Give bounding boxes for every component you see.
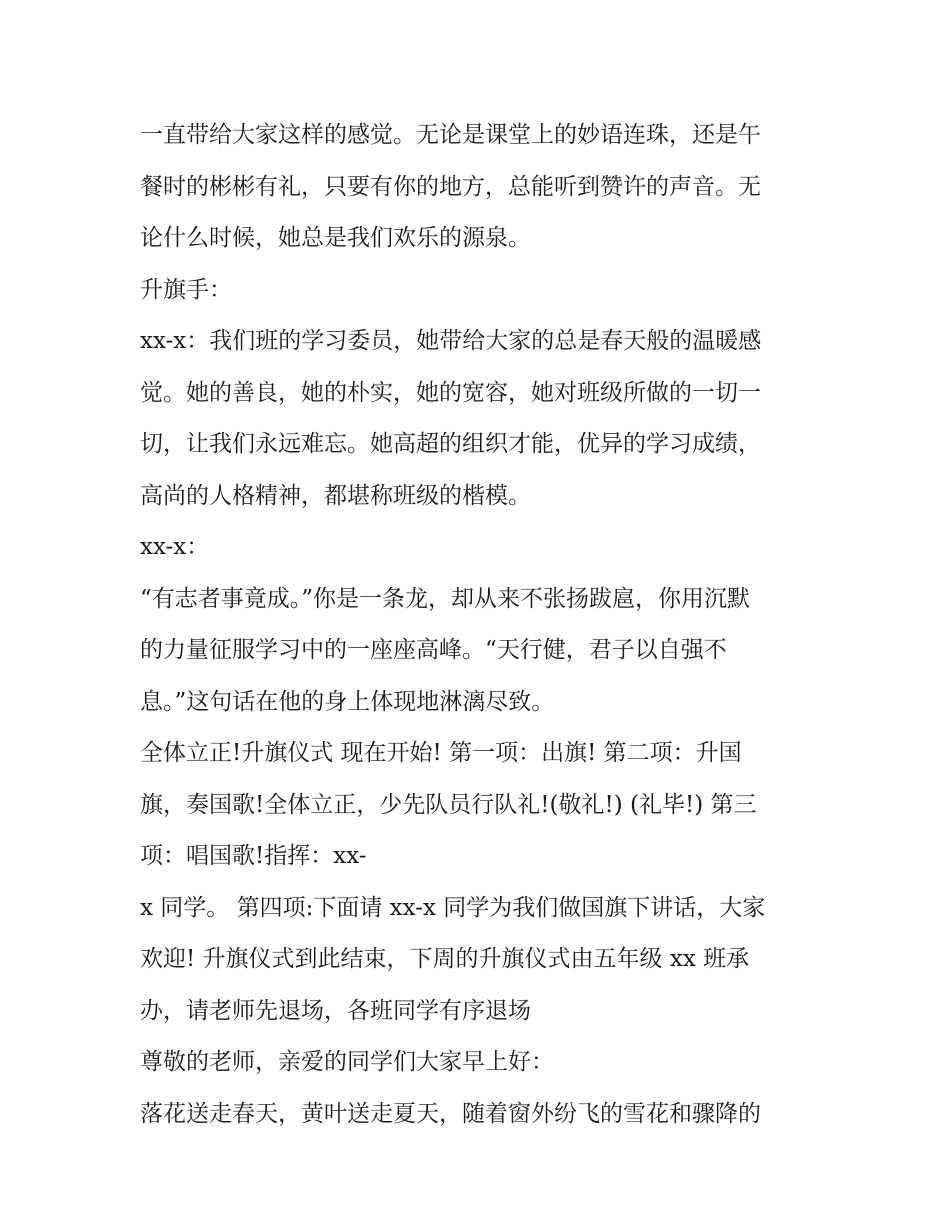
text-line: xx-x： xyxy=(140,534,210,560)
text-line: 的力量征服学习中的一座座高峰。“天行健，君子以自强不 xyxy=(140,637,727,663)
text-line: 旗，奏国歌!全体立正，少先队员行队礼!(敬礼!) (礼毕!) 第三 xyxy=(140,791,757,818)
text-line: 息。”这句话在他的身上体现地淋漓尽致。 xyxy=(140,688,555,715)
text-line: 觉。她的善良，她的朴实，她的宽容，她对班级所做的一切一 xyxy=(140,379,761,406)
text-line: 高尚的人格精神，都堪称班级的楷模。 xyxy=(140,482,531,509)
text-line: 尊敬的老师，亲爱的同学们大家早上好： xyxy=(140,1049,554,1075)
text-line: 论什么时候，她总是我们欢乐的源泉。 xyxy=(140,225,531,251)
text-line: 全体立正!升旗仪式 现在开始! 第一项：出旗! 第二项：升国 xyxy=(140,740,742,766)
text-line: x 同学。 第四项:下面请 xx-x 同学为我们做国旗下讲话，大家 xyxy=(140,894,766,921)
body-text xyxy=(140,110,820,1140)
text-line: 落花送走春天，黄叶送走夏天，随着窗外纷飞的雪花和骤降的 xyxy=(140,1100,761,1127)
text-line: xx-x：我们班的学习委员，她带给大家的总是春天般的温暖感 xyxy=(140,328,762,354)
text-line: 办，请老师先退场，各班同学有序退场 xyxy=(140,997,531,1024)
text-line: 欢迎! 升旗仪式到此结束，下周的升旗仪式由五年级 xx 班承 xyxy=(140,946,750,972)
text-line: 餐时的彬彬有礼，只要有你的地方，总能听到赞许的声音。无 xyxy=(140,173,761,200)
text-line: 一直带给大家这样的感觉。无论是课堂上的妙语连珠，还是午 xyxy=(140,122,761,148)
section-heading: 升旗手： xyxy=(140,276,232,303)
text-line: 项：唱国歌!指挥：xx- xyxy=(140,843,367,869)
text-line: “有志者事竟成。”你是一条龙，却从来不张扬跋扈，你用沉默 xyxy=(140,585,751,612)
text-line: 切，让我们永远难忘。她高超的组织才能，优异的学习成绩， xyxy=(140,431,761,457)
